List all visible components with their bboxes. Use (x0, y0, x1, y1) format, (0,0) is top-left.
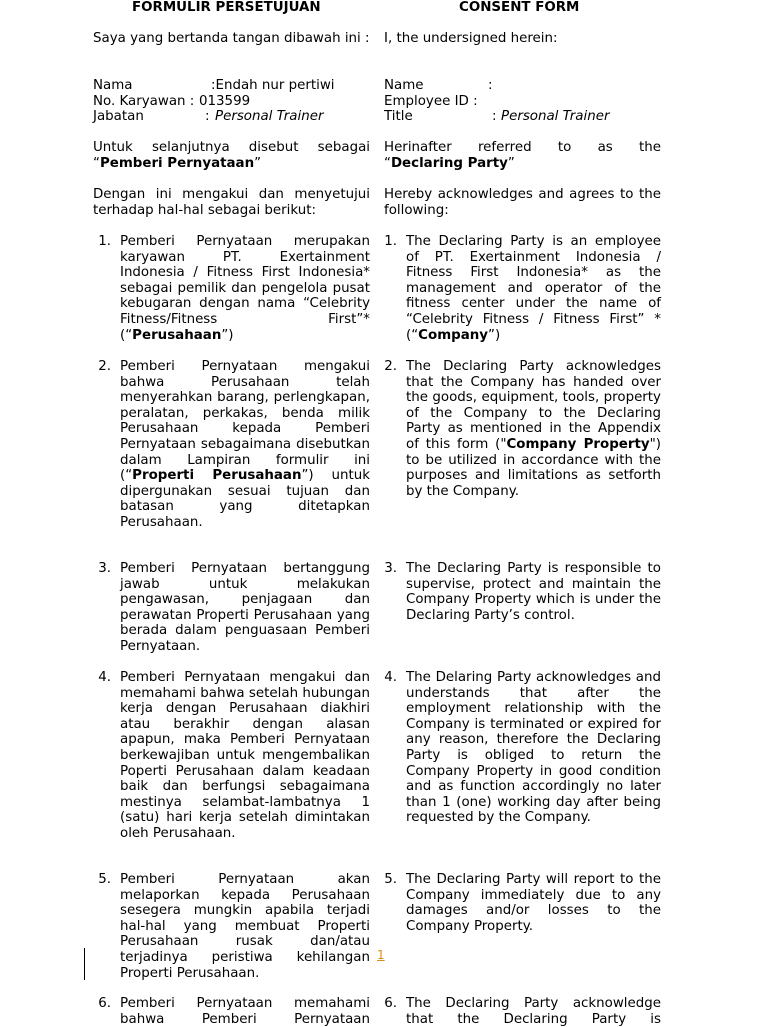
item-1-indonesian (120, 234, 370, 343)
name-value: :Endah nur pertiwi (211, 78, 335, 93)
item-6-indonesian: Pemberi Pernyataan memahami bahwa Pemberi Pernyataan (120, 996, 370, 1027)
name-label: Nama (93, 78, 133, 93)
title-label-en: Title (384, 109, 413, 124)
item-defined-term: Perusahaan (132, 327, 222, 343)
item-3-english: The Declaring Party is responsible to supervise, protect and maintain the Company Property which is under the Declaring Party’s control. (406, 561, 661, 623)
agrees-indonesian: Dengan ini mengakui dan menyetujui terhadap hal-hal sebagai berikut: (93, 187, 370, 218)
title-colon-en: : (492, 109, 497, 124)
quote-open: “ (93, 155, 100, 171)
item-number: 4. (98, 670, 111, 685)
item-5-indonesian: Pemberi Pernyataan akan melaporkan kepada Perusahaan sesegera mungkin apabila terjadi hal-hal yang membuat Properti Perusahaan rusak dan/atau terjadinya peristiwa kehilangan Properti Perusahaan. (120, 872, 370, 981)
title-label: Jabatan (93, 109, 144, 124)
intro-english: I, the undersigned herein: (384, 31, 558, 46)
title-value-en: Personal Trainer (501, 109, 610, 124)
item-number-en: 6. (384, 996, 397, 1011)
item-number-en: 3. (384, 561, 397, 576)
item-number-en: 2. (384, 359, 397, 374)
title-value: Personal Trainer (215, 109, 324, 124)
item-text-en: The Declaring Party is an employee of PT. Exertainment Indonesia / Fitness First Indonesia* as the management and operator of the fitness center under the name of “Celebrity Fitness / Fitness First” * (“ (406, 234, 661, 343)
item-6-english: The Declaring Party acknowledge that the Declaring Party is (406, 996, 661, 1027)
heading-english: CONSENT FORM (459, 0, 580, 15)
item-number-en: 5. (384, 872, 397, 887)
party-term: Pemberi Pernyataan (99, 155, 255, 171)
item-number-en: 4. (384, 670, 397, 685)
referred-line-en: Herinafter referred to as the (384, 140, 661, 155)
employee-id-value: 013599 (199, 94, 251, 109)
footnote-reference[interactable]: 1 (377, 948, 385, 962)
item-text: Pemberi Pernyataan merupakan karyawan PT. Exertainment Indonesia / Fitness First Indonesia* sebagai pemilik dan pengelola pusat kebugaran dengan nama “Celebrity Fitness/Fitness First”* (“ (120, 234, 370, 343)
item-text-end: ”) (221, 327, 234, 343)
item-2-english (406, 359, 661, 499)
party-term-en: Declaring Party (390, 155, 508, 171)
name-label-en: Name (384, 78, 424, 93)
item-1-english (406, 234, 661, 343)
item-2-indonesian (120, 359, 370, 531)
item-text-end-en: ") to be utilized in accordance with the purposes and limitations as setforth by the Company. (406, 436, 662, 499)
item-defined-term-en: Company Property (506, 436, 650, 452)
item-number: 5. (98, 872, 111, 887)
referred-indonesian (93, 140, 370, 171)
item-defined-term: Properti Perusahaan (132, 468, 302, 484)
intro-indonesian: Saya yang bertanda tangan dibawah ini : (93, 31, 370, 46)
referred-english (384, 140, 661, 171)
item-number: 2. (98, 359, 111, 374)
employee-id-label-en: Employee ID : (384, 94, 478, 109)
agrees-english: Hereby acknowledges and agrees to the following: (384, 187, 661, 218)
item-defined-term-en: Company (418, 327, 489, 343)
quote-close-en: ” (507, 155, 515, 171)
heading-indonesian: FORMULIR PERSETUJUAN (132, 0, 321, 15)
item-5-english: The Declaring Party will report to the Company immediately due to any damages and/or losses to the Company Property. (406, 872, 661, 934)
employee-id-label: No. Karyawan : (93, 94, 195, 109)
change-bar (84, 948, 85, 980)
name-colon-en: : (488, 78, 493, 93)
item-text-en: The Declaring Party acknowledges that the Company has handed over the goods, equipment, tools, property of the Company to the Declaring Party as mentioned in the Appendix of this form (" (406, 359, 661, 452)
item-number: 6. (98, 996, 111, 1011)
quote-close: ” (254, 155, 262, 171)
item-number: 3. (98, 561, 111, 576)
item-text-end: ”) untuk dipergunakan sesuai tujuan dan batasan yang ditetapkan Perusahaan. (120, 468, 370, 530)
item-number-en: 1. (384, 234, 397, 249)
item-3-indonesian: Pemberi Pernyataan bertanggung jawab untuk melakukan pengawasan, penjagaan dan perawatan Properti Perusahaan yang berada dalam penguasaan Pemberi Pernyataan. (120, 561, 370, 654)
quote-open-en: “ (384, 155, 391, 171)
referred-line: Untuk selanjutnya disebut sebagai (93, 140, 370, 155)
item-number: 1. (98, 234, 111, 249)
title-colon: : (205, 109, 210, 124)
item-4-english: The Delaring Party acknowledges and understands that after the employment relationship with the Company is terminated or expired for any reason, therefore the Declaring Party is obliged to return the Company Property in good condition and as function accordingly no later than 1 (one) working day after being requested by the Company. (406, 670, 661, 826)
item-4-indonesian: Pemberi Pernyataan mengakui dan memahami bahwa setelah hubungan kerja dengan Perusahaan diakhiri atau berakhir dengan alasan apapun, maka Pemberi Pernyataan berkewajiban untuk mengembalikan Poperti Perusahaan dalam keadaan baik dan berfungsi sebagaimana mestinya selambat-lambatnya 1 (satu) hari kerja setelah dimintakan oleh Perusahaan. (120, 670, 370, 841)
item-text: Pemberi Pernyataan mengakui bahwa Perusahaan telah menyerahkan barang, perlengkapan, peralatan, perkakas, benda milik Perusahaan kepada Pemberi Pernyataan sebagaimana disebutkan dalam Lampiran formulir ini (“ (120, 359, 370, 484)
item-text-end-en: ”) (488, 327, 501, 343)
